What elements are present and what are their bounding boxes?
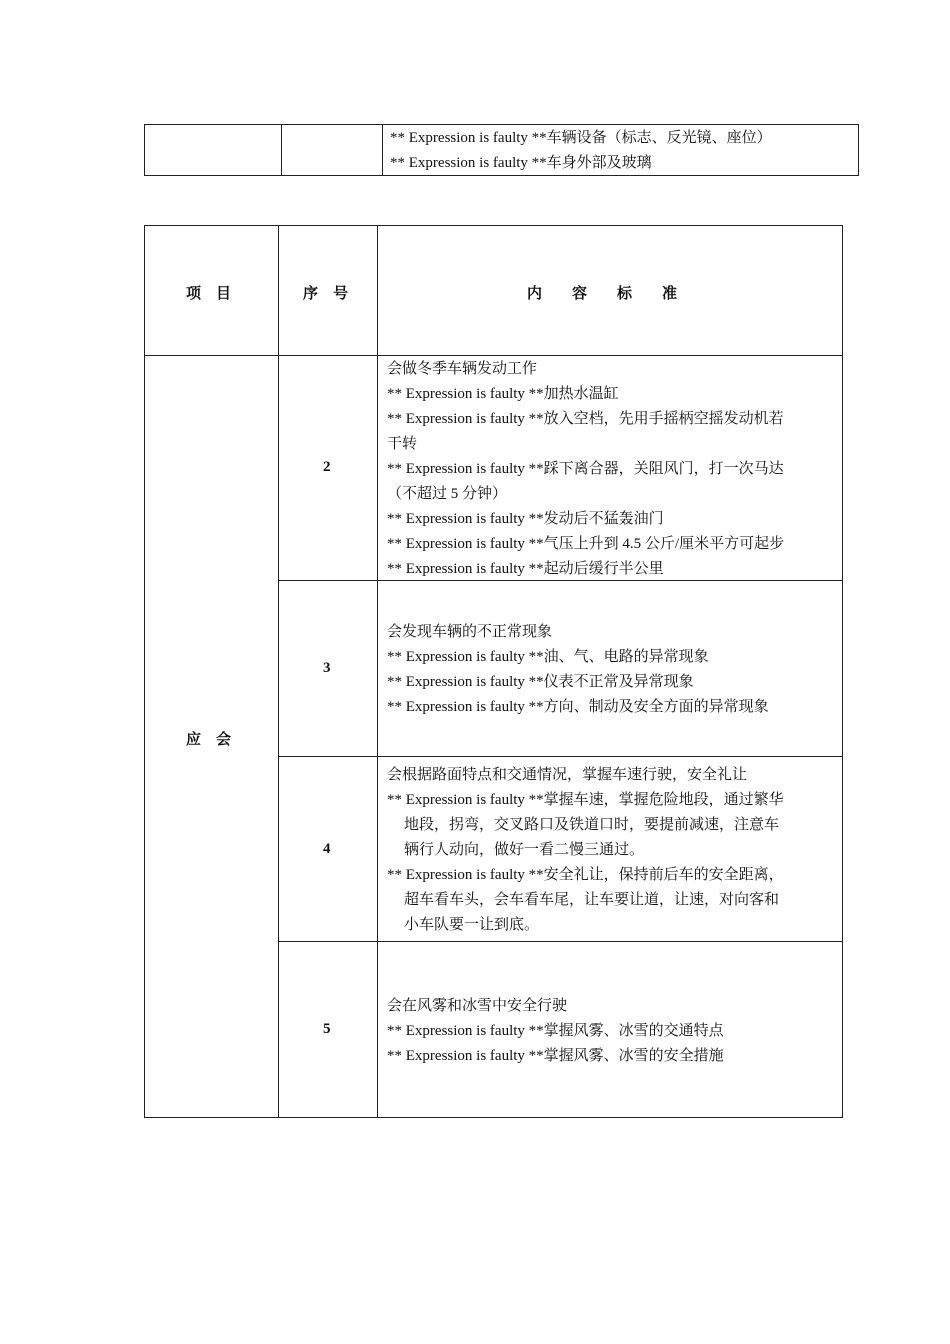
- content-line: ** Expression is faulty **掌握车速，掌握危险地段，通过繁华: [387, 792, 784, 808]
- row-seq: 4: [323, 841, 331, 857]
- top-table-line: ** Expression is faulty **车身外部及玻璃: [390, 155, 652, 171]
- content-line: ** Expression is faulty **放入空档，先用手摇柄空摇发动机若: [387, 411, 784, 427]
- content-line: ** Expression is faulty **安全礼让，保持前后车的安全距离，: [387, 867, 784, 883]
- row-seq: 5: [323, 1021, 331, 1037]
- row-seq: 2: [323, 459, 331, 475]
- header-item: 项 目: [186, 286, 232, 302]
- content-line: ** Expression is faulty **发动后不猛轰油门: [387, 511, 664, 527]
- row-content: [387, 763, 784, 938]
- content-line: 会在风雾和冰雪中安全行驶: [387, 998, 568, 1014]
- row-content: [387, 994, 724, 1069]
- content-line: ** Expression is faulty **仪表不正常及异常现象: [387, 674, 694, 690]
- content-line: ** Expression is faulty **气压上升到 4.5 公斤/厘米平方可起步: [387, 536, 785, 552]
- row-seq: 3: [323, 660, 331, 676]
- content-line: ** Expression is faulty **方向、制动及安全方面的异常现象: [387, 699, 769, 715]
- content-line: ** Expression is faulty **起动后缓行半公里: [387, 561, 664, 577]
- content-line: 小车队要一让到底。: [404, 917, 540, 933]
- content-line: 会根据路面特点和交通情况，掌握车速行驶，安全礼让: [387, 767, 748, 783]
- content-line: 干转: [387, 436, 418, 452]
- content-line: ** Expression is faulty **油、气、电路的异常现象: [387, 649, 709, 665]
- content-line: ** Expression is faulty **掌握风雾、冰雪的交通特点: [387, 1023, 724, 1039]
- content-line: 会做冬季车辆发动工作: [387, 361, 538, 377]
- row-content: [387, 620, 769, 720]
- content-line: 会发现车辆的不正常现象: [387, 624, 553, 640]
- header-content: 内 容 标 准: [527, 286, 678, 302]
- content-line: ** Expression is faulty **踩下离合器，关阻风门，打一次马达: [387, 461, 784, 477]
- content-line: ** Expression is faulty **加热水温缸: [387, 386, 619, 402]
- content-line: 超车看车头，会车看车尾，让车要让道，让速，对向客和: [404, 892, 780, 908]
- content-line: ** Expression is faulty **掌握风雾、冰雪的安全措施: [387, 1048, 724, 1064]
- row-content: [387, 357, 784, 582]
- top-table-line: ** Expression is faulty **车辆设备（标志、反光镜、座位）: [390, 130, 772, 146]
- content-line: （不超过 5 分钟）: [387, 486, 508, 502]
- header-seq: 序 号: [303, 286, 349, 302]
- content-line: 地段，拐弯，交叉路口及铁道口时，要提前减速，注意车: [404, 817, 780, 833]
- category-label: 应 会: [186, 732, 232, 748]
- content-line: 辆行人动向，做好一看二慢三通过。: [404, 842, 645, 858]
